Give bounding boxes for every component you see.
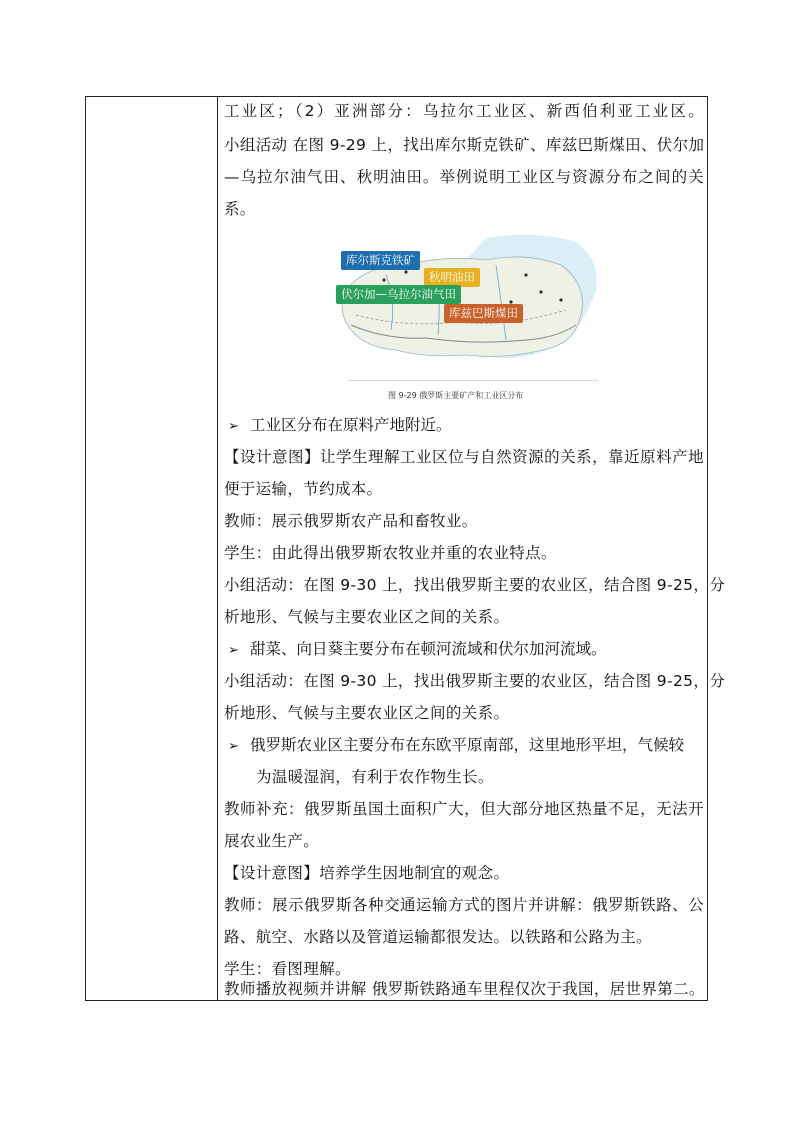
text-line: 小组活动 在图 9-29 上，找出库尔斯克铁矿、库兹巴斯煤田、伏尔加 bbox=[224, 136, 705, 154]
text-line: 教师补充：俄罗斯虽国土面积广大，但大部分地区热量不足，无法开 bbox=[224, 800, 704, 818]
bullet-icon: ➢ bbox=[228, 643, 239, 658]
text-line: 教师：展示俄罗斯各种交通运输方式的图片并讲解：俄罗斯铁路、公 bbox=[224, 896, 704, 914]
text-line: 展农业生产。 bbox=[224, 832, 320, 850]
map-label-tyumen-oil: 秋明油田 bbox=[424, 268, 480, 287]
bullet-icon: ➢ bbox=[228, 739, 239, 754]
text-line: 教师：展示俄罗斯农产品和畜牧业。 bbox=[224, 512, 478, 530]
lesson-table bbox=[85, 96, 726, 1001]
map-label-kuzbass-coal: 库兹巴斯煤田 bbox=[444, 304, 523, 323]
text-line: —乌拉尔油气田、秋明油田。举例说明工业区与资源分布之间的关 bbox=[224, 168, 704, 186]
text-line: 小组活动：在图 9-30 上，找出俄罗斯主要的农业区，结合图 9-25，分 bbox=[224, 672, 726, 690]
text-line: 教师播放视频并讲解 俄罗斯铁路通车里程仅次于我国，居世界第二。 bbox=[224, 980, 705, 998]
text-line: 工业区；（2）亚洲部分：乌拉尔工业区、新西伯利亚工业区。 bbox=[224, 102, 704, 120]
text-line: 析地形、气候与主要农业区之间的关系。 bbox=[224, 608, 510, 626]
text-line: 系。 bbox=[224, 200, 256, 218]
map-label-volga-ural-gas: 伏尔加—乌拉尔油气田 bbox=[336, 285, 461, 304]
bullet-icon: ➢ bbox=[228, 419, 239, 434]
text-line: 【设计意图】让学生理解工业区位与自然资源的关系，靠近原料产地 bbox=[224, 448, 704, 466]
bullet-text: 甜菜、向日葵主要分布在顿河流域和伏尔加河流域。 bbox=[250, 640, 607, 658]
bullet-text: 工业区分布在原料产地附近。 bbox=[250, 416, 452, 434]
bullet-item bbox=[224, 415, 704, 437]
map-caption: 图 9-29 俄罗斯主要矿产和工业区分布 bbox=[388, 391, 524, 400]
russia-resource-map bbox=[326, 230, 604, 402]
bullet-text: 俄罗斯农业区主要分布在东欧平原南部，这里地形平坦，气候较 bbox=[250, 736, 685, 754]
text-line: 为温暖湿润，有利于农作物生长。 bbox=[256, 768, 494, 786]
text-line: 学生：由此得出俄罗斯农牧业并重的农业特点。 bbox=[224, 544, 557, 562]
column-divider bbox=[217, 97, 218, 1000]
bullet-item bbox=[224, 735, 704, 757]
text-line: 【设计意图】培养学生因地制宜的观念。 bbox=[224, 864, 510, 882]
text-line: 便于运输，节约成本。 bbox=[224, 480, 383, 498]
text-line: 路、航空、水路以及管道运输都很发达。以铁路和公路为主。 bbox=[224, 928, 652, 946]
text-line: 小组活动：在图 9-30 上，找出俄罗斯主要的农业区，结合图 9-25，分 bbox=[224, 576, 726, 594]
bullet-item bbox=[224, 639, 704, 661]
map-label-kursk-iron: 库尔斯克铁矿 bbox=[341, 251, 420, 270]
text-line: 析地形、气候与主要农业区之间的关系。 bbox=[224, 704, 510, 722]
text-line: 学生：看图理解。 bbox=[224, 960, 351, 978]
